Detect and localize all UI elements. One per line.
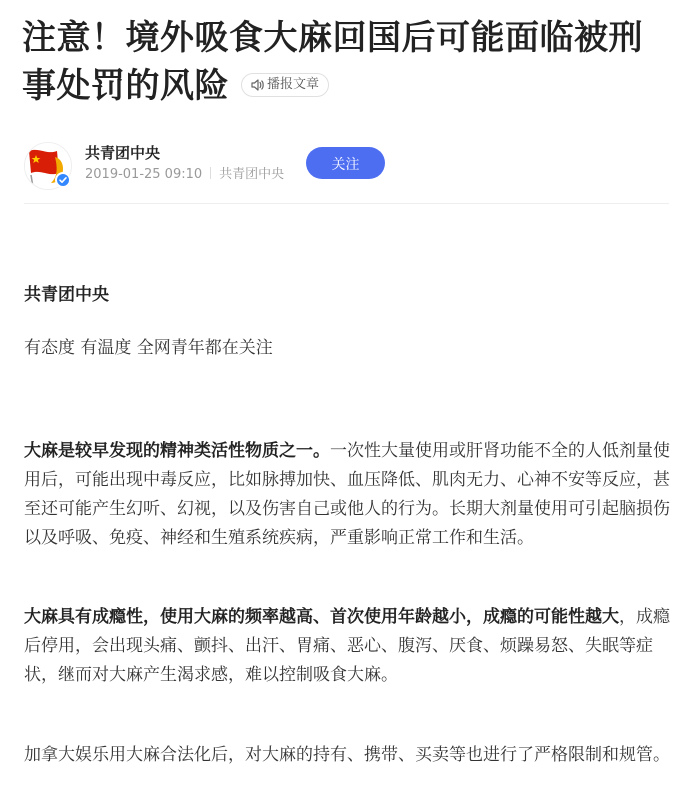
- article-meta: [85, 166, 284, 184]
- body-paragraph-4-lead: 大麻具有成瘾性，使用大麻的频率越高、首次使用年龄越小，成瘾的可能性越大: [24, 607, 619, 627]
- article-title-text: 注意！境外吸食大麻回国后可能面临被刑事处罚的风险: [22, 18, 643, 106]
- body-paragraph-3-text: 一次性大量使用或肝肾功能不全的人低剂量使用后，可能出现中毒反应，比如脉搏加快、血压降低、肌肉无力、心神不安等反应，甚至还可能产生幻听、幻视，以及伤害自己或他人的行为。长期大剂量使用可引起脑损伤以及呼吸、免疫、神经和生殖系统疾病，严重影响正常工作和生活。: [24, 441, 670, 548]
- follow-button[interactable]: 关注: [306, 147, 385, 179]
- author-bar: [24, 142, 664, 192]
- article-source: 共青团中央: [219, 167, 285, 182]
- speaker-icon: [251, 79, 264, 91]
- body-paragraph-3: [24, 437, 674, 553]
- body-paragraph-1: 共青团中央: [24, 285, 109, 305]
- body-paragraph-4: [24, 603, 674, 690]
- listen-article-button[interactable]: [241, 73, 329, 97]
- header-divider: [24, 203, 669, 204]
- listen-article-label: 播报文章: [267, 77, 320, 92]
- body-paragraph-4-text: ，成瘾后停用，会出现头痛、颤抖、出汗、胃痛、恶心、腹泻、厌食、烦躁易怒、失眠等症状，继而对大麻产生渴求感，难以控制吸食大麻。: [24, 607, 670, 685]
- body-paragraph-5: 加拿大娱乐用大麻合法化后，对大麻的持有、携带、买卖等也进行了严格限制和规管。: [24, 745, 670, 765]
- body-paragraph-3-lead: 大麻是较早发现的精神类活性物质之一。: [24, 441, 330, 461]
- article-title: [22, 14, 672, 110]
- meta-divider: [210, 167, 211, 179]
- verified-badge-icon: [55, 172, 71, 188]
- body-paragraph-2: 有态度 有温度 全网青年都在关注: [24, 338, 273, 358]
- author-name[interactable]: 共青团中央: [85, 144, 161, 162]
- publish-date: 2019-01-25 09:10: [85, 167, 203, 182]
